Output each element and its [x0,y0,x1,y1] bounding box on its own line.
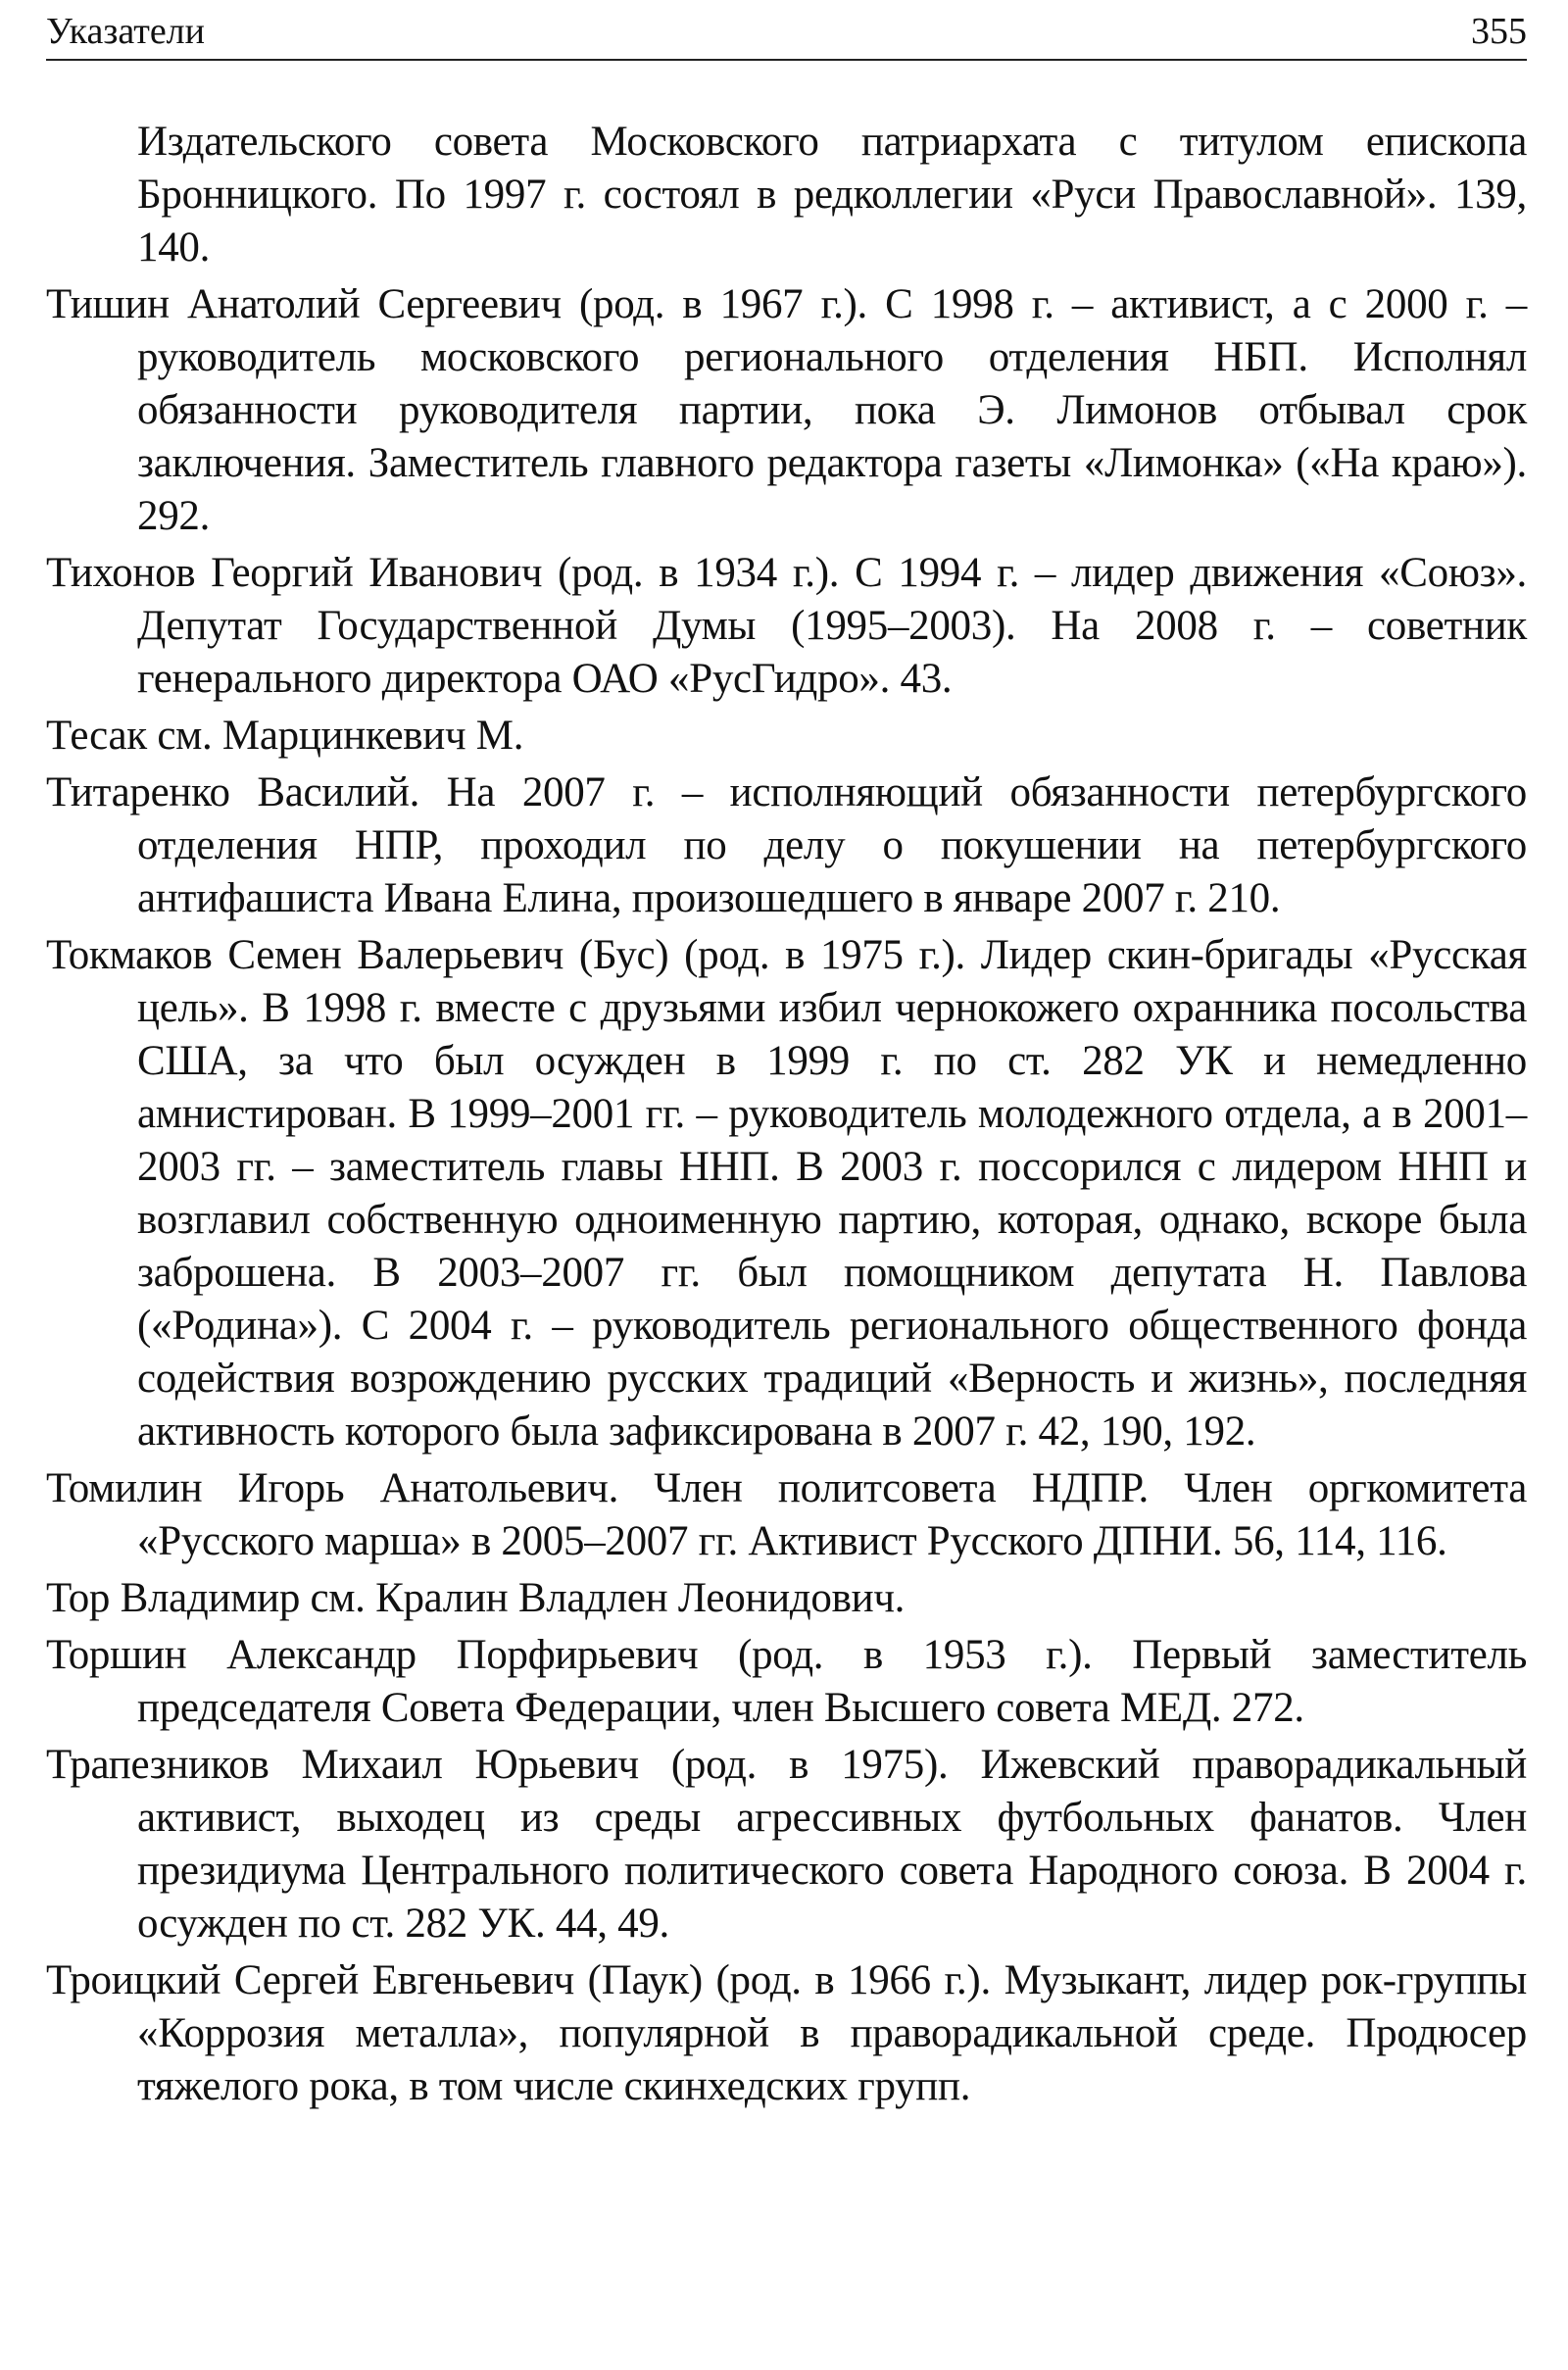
running-title: Указатели [46,11,205,52]
page-number: 355 [1471,11,1527,52]
index-entry: Торшин Александр Порфирьевич (род. в 1953 г.). Первый заместитель председателя Совета Федерации, член Высшего совета МЕД. 272. [46,1632,1527,1731]
index-entries [46,116,1527,2117]
index-entry: Троицкий Сергей Евгеньевич (Паук) (род. в 1966 г.). Музыкант, лидер рок-группы «Коррозия металла», популярной в праворадикальной среде. Продюсер тяжелого рока, в том числе скинхедских групп. [46,1957,1527,2109]
page-header [46,0,1527,61]
index-entry: Тихонов Георгий Иванович (род. в 1934 г.). С 1994 г. – лидер движения «Союз». Депутат Государственной Думы (1995–2003). На 2008 г. – советник генерального директора ОАО «РусГидро». 43. [46,550,1527,702]
index-entry: Тор Владимир см. Кралин Владлен Леонидович. [46,1575,906,1621]
index-entry: Тишин Анатолий Сергеевич (род. в 1967 г.). С 1998 г. – активист, а с 2000 г. – руководитель московского регионального отделения НБП. Исполнял обязанности руководителя партии, пока Э. Лимонов отбывал срок заключения. Заместитель главного редактора газеты «Лимонка» («На краю»). 292. [46,281,1527,539]
index-entry: Токмаков Семен Валерьевич (Бус) (род. в 1975 г.). Лидер скин-бригады «Русская цель». В 1998 г. вместе с друзьями избил чернокожего охранника посольства США, за что был осужден в 1999 г. по ст. 282 УК и немедленно амнистирован. В 1999–2001 гг. – руководитель молодежного отдела, а в 2001–2003 гг. – заместитель главы ННП. В 2003 г. поссорился с лидером ННП и возглавил собственную одноименную партию, которая, однако, вскоре была заброшена. В 2003–2007 гг. был помощником депутата Н. Павлова («Родина»). С 2004 г. – руководитель регионального общественного фонда содействия возрождению русских традиций «Верность и жизнь», последняя активность которого была зафиксирована в 2007 г. 42, 190, 192. [46,932,1527,1455]
index-entry: Титаренко Василий. На 2007 г. – исполняющий обязанности петербургского отделения НПР, проходил по делу о покушении на петербургского антифашиста Ивана Елина, произошедшего в январе 2007 г. 210. [46,769,1527,921]
index-entry: Томилин Игорь Анатольевич. Член политсовета НДПР. Член оргкомитета «Русского марша» в 2005–2007 гг. Активист Русского ДПНИ. 56, 114, 116. [46,1465,1527,1564]
index-entry: Тесак см. Марцинкевич М. [46,713,524,759]
index-entry: Трапезников Михаил Юрьевич (род. в 1975). Ижевский праворадикальный активист, выходец из среды агрессивных футбольных фанатов. Член президиума Центрального политического совета Народного союза. В 2004 г. осужден по ст. 282 УК. 44, 49. [46,1742,1527,1947]
index-entry: Издательского совета Московского патриархата с титулом епископа Бронницкого. По 1997 г. состоял в редколлегии «Руси Православной». 139, 140. [137,119,1527,271]
